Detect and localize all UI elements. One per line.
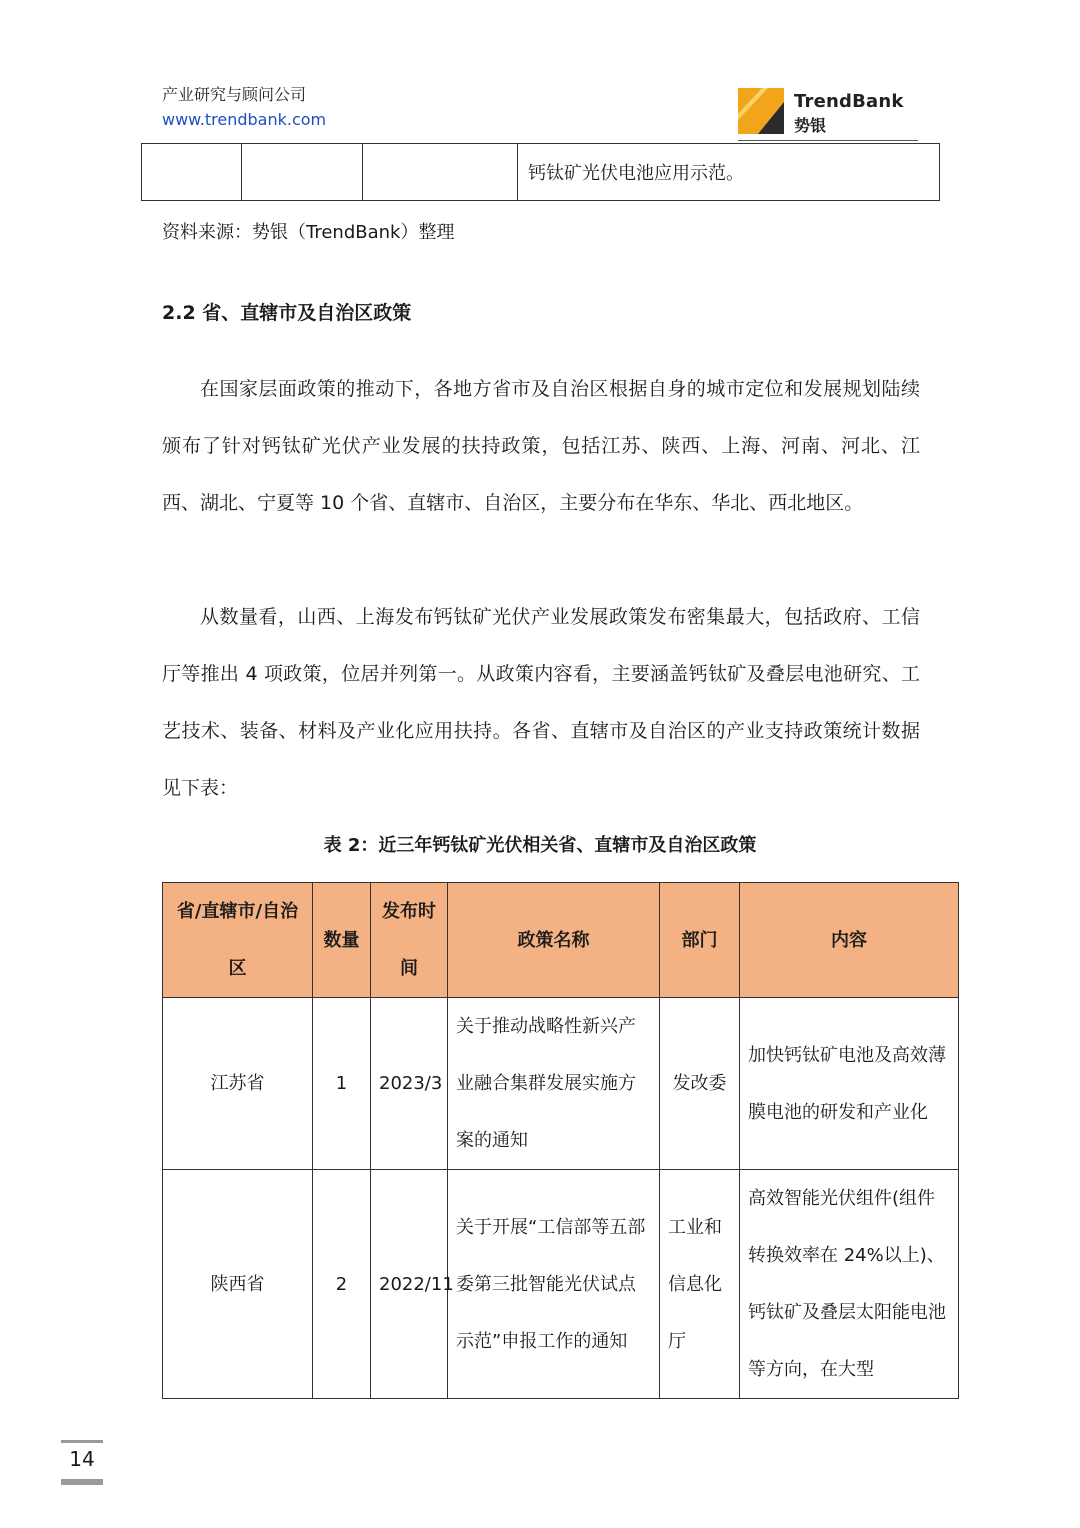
page-number: 14 xyxy=(69,1447,95,1471)
logo-chinese-name: 势银 xyxy=(794,116,827,135)
table-header-row xyxy=(163,883,959,998)
body-paragraph: 在国家层面政策的推动下，各地方省市及自治区根据自身的城市定位和发展规划陆续颁布了针对钙钛矿光伏产业发展的扶持政策，包括江苏、陕西、上海、河南、河北、江西、湖北、宁夏等 10 个省、直辖市、自治区，主要分布在华东、华北、西北地区。 xyxy=(162,378,920,514)
policy-table xyxy=(162,882,959,1399)
header-department: 部门 xyxy=(660,883,740,998)
cell-date: 2023/3 xyxy=(371,998,448,1170)
table-cell xyxy=(363,144,518,201)
continued-table xyxy=(141,143,940,201)
header-divider xyxy=(738,140,918,141)
cell-date: 2022/11 xyxy=(371,1170,448,1399)
table-row xyxy=(142,144,940,201)
cell-department: 工业和信息化厅 xyxy=(660,1170,740,1399)
table-cell-content: 钙钛矿光伏电池应用示范。 xyxy=(518,144,940,201)
logo-name: TrendBank xyxy=(794,91,904,112)
cell-content: 高效智能光伏组件(组件转换效率在 24%以上)、钙钛矿及叠层太阳能电池等方向，在大型 xyxy=(740,1170,959,1399)
cell-policy: 关于开展“工信部等五部委第三批智能光伏试点示范”申报工作的通知 xyxy=(448,1170,660,1399)
header-date: 发布时间 xyxy=(371,883,448,998)
cell-province: 江苏省 xyxy=(163,998,313,1170)
trendbank-logo xyxy=(738,88,918,136)
header-content: 内容 xyxy=(740,883,959,998)
website-link[interactable]: www.trendbank.com xyxy=(162,110,327,129)
cell-content: 加快钙钛矿电池及高效薄膜电池的研发和产业化 xyxy=(740,998,959,1170)
cell-policy: 关于推动战略性新兴产业融合集群发展实施方案的通知 xyxy=(448,998,660,1170)
trendbank-logo-icon xyxy=(738,88,784,134)
header-policy-name: 政策名称 xyxy=(448,883,660,998)
table-cell xyxy=(142,144,242,201)
table-row xyxy=(163,998,959,1170)
cell-department: 发改委 xyxy=(660,998,740,1170)
cell-count: 1 xyxy=(313,998,371,1170)
table-caption: 表 2：近三年钙钛矿光伏相关省、直辖市及自治区政策 xyxy=(323,835,757,856)
header-count: 数量 xyxy=(313,883,371,998)
company-tagline: 产业研究与顾问公司 xyxy=(162,85,307,104)
table-row xyxy=(163,1170,959,1399)
source-note: 资料来源：势银（TrendBank）整理 xyxy=(162,222,455,243)
cell-count: 2 xyxy=(313,1170,371,1399)
header-province: 省/直辖市/自治区 xyxy=(163,883,313,998)
cell-province: 陕西省 xyxy=(163,1170,313,1399)
page-number-bar-top xyxy=(61,1440,103,1443)
page-number-bar-bottom xyxy=(61,1479,103,1485)
table-cell xyxy=(242,144,363,201)
section-heading: 2.2 省、直辖市及自治区政策 xyxy=(162,302,412,324)
body-paragraph: 从数量看，山西、上海发布钙钛矿光伏产业发展政策发布密集最大，包括政府、工信厅等推出 4 项政策，位居并列第一。从政策内容看，主要涵盖钙钛矿及叠层电池研究、工艺技术、装备、材料及产业化应用扶持。各省、直辖市及自治区的产业支持政策统计数据见下表： xyxy=(162,606,920,799)
